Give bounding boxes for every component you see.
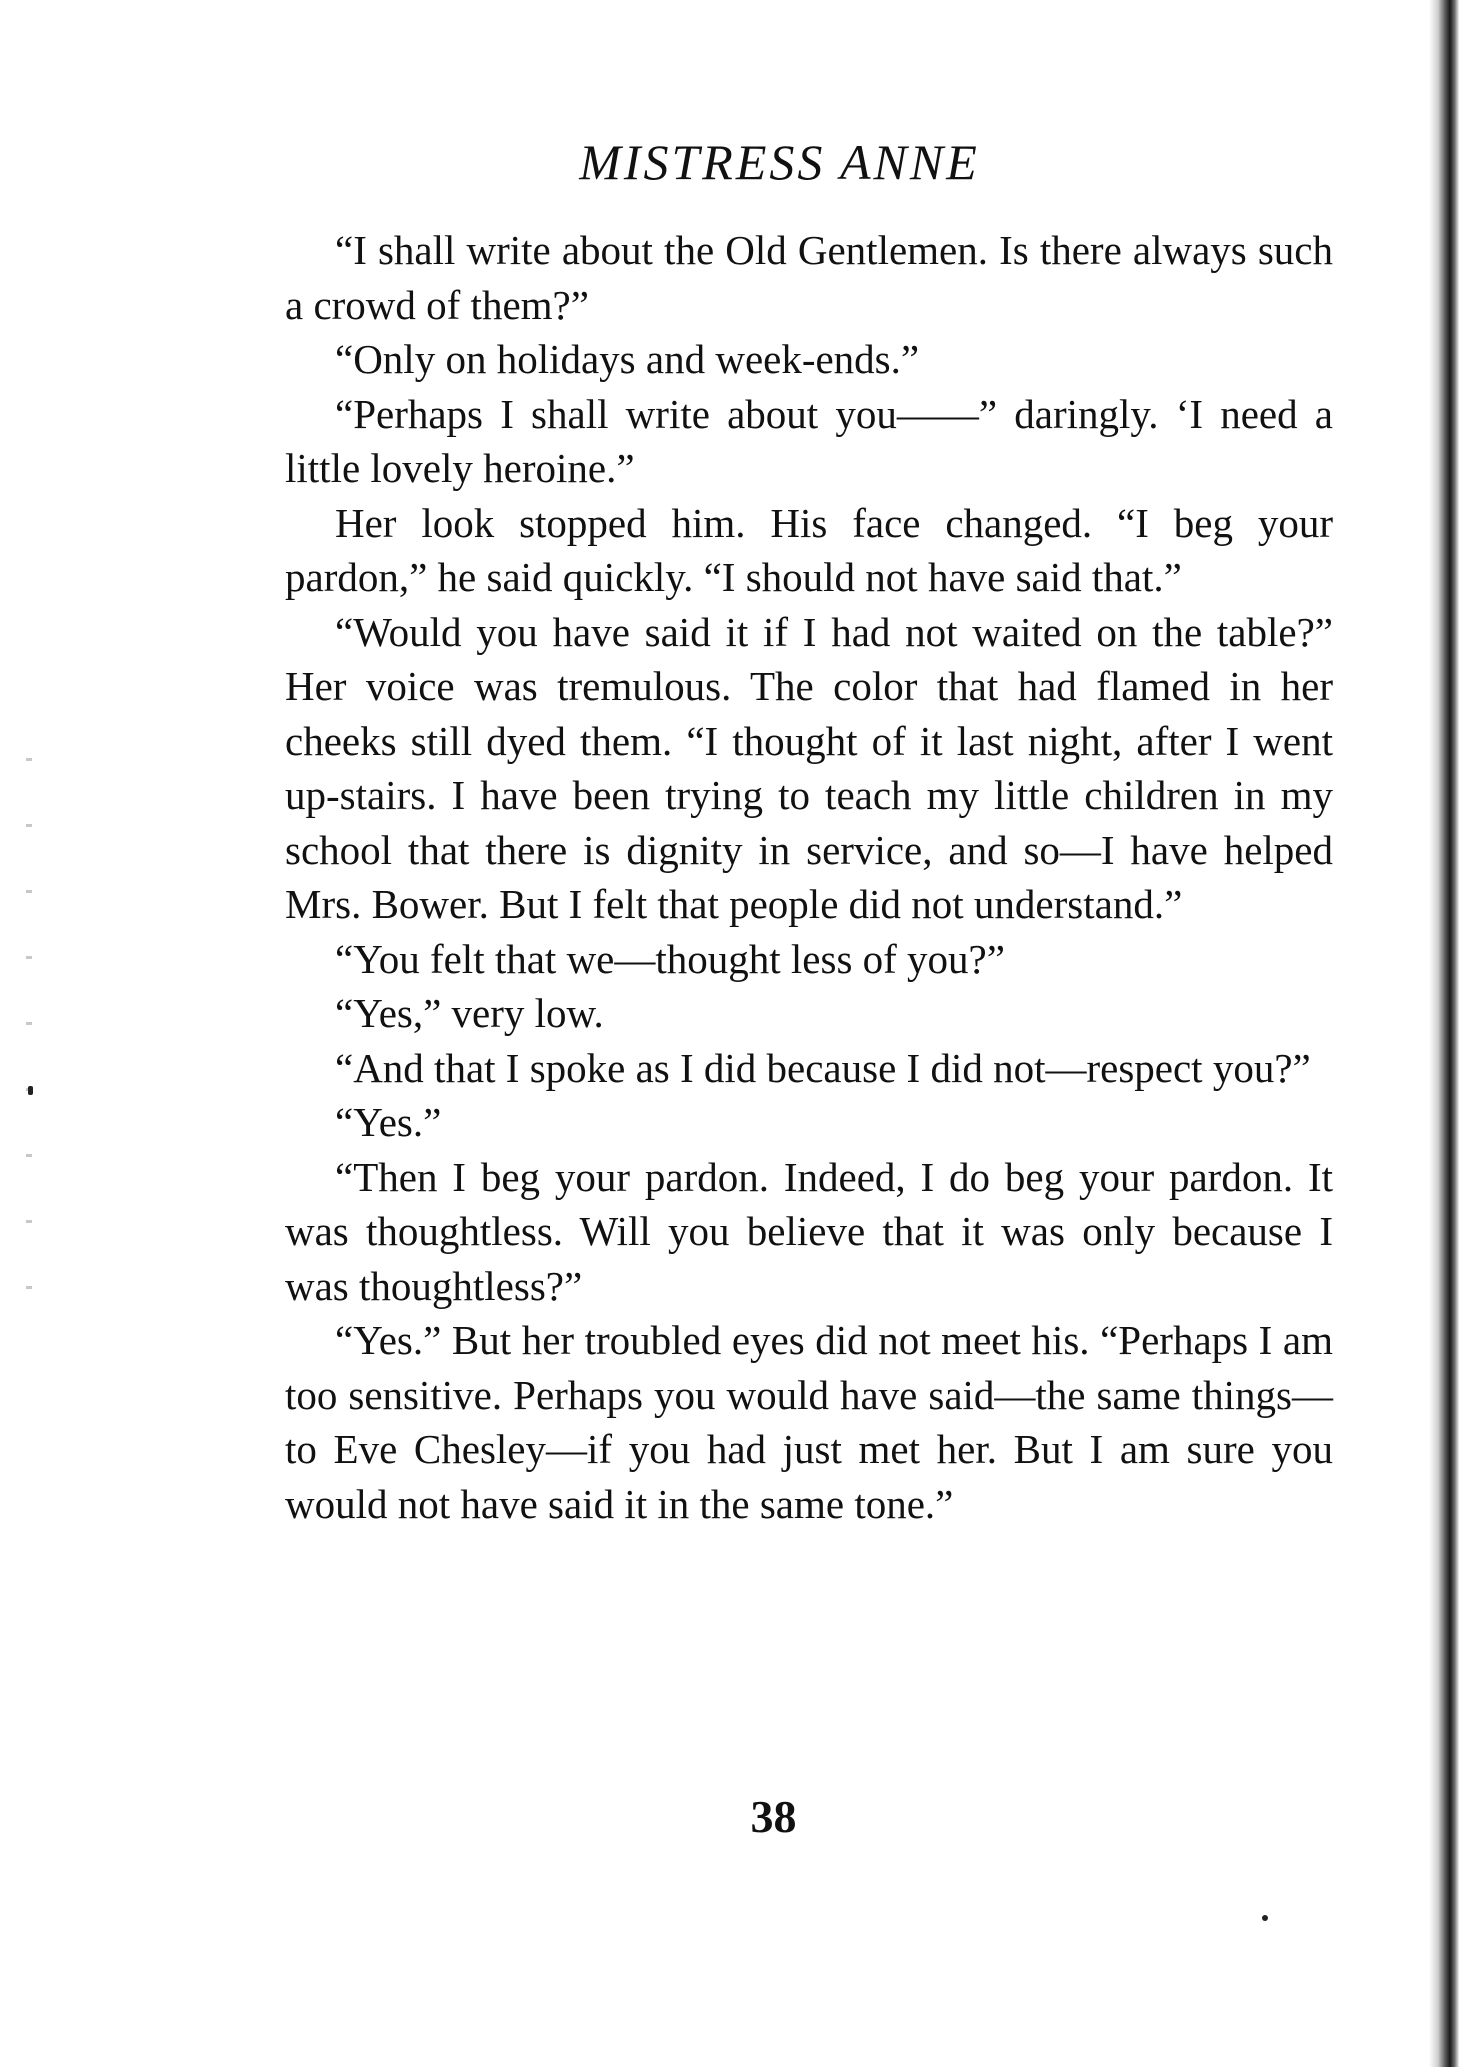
body-text	[285, 223, 1333, 1531]
paragraph: “Yes,” very low.	[335, 990, 604, 1036]
paragraph: “Only on holidays and week-ends.”	[335, 336, 920, 382]
page-spine-edge	[1429, 0, 1459, 2067]
paragraph: Her look stopped him. His face changed. “I beg your pardon,” he said quickly. “I should not have said that.”	[285, 499, 1333, 600]
paragraph: “Yes.”	[335, 1099, 442, 1145]
paragraph: “Would you have said it if I had not waited on the table?” Her voice was tremulous. The color that had flamed in her cheeks still dyed them. “I thought of it last night, after I went up-stairs. I have been trying to teach my little children in my school that there is dignity in service, and so—I have helped Mrs. Bower. But I felt that people did not understand.”	[285, 608, 1333, 927]
paragraph: “And that I spoke as I did because I did not—respect you?”	[335, 1044, 1311, 1091]
paragraph: “Perhaps I shall write about you——” daringly. ‘I need a little lovely heroine.”	[285, 390, 1333, 491]
running-head: MISTRESS ANNE	[579, 134, 980, 190]
paragraph: “I shall write about the Old Gentlemen. Is there always such a crowd of them?”	[285, 227, 1333, 328]
print-speck	[1262, 1915, 1268, 1921]
print-speck	[28, 1086, 33, 1095]
gutter-specks	[26, 720, 32, 1340]
page-number: 38	[750, 1791, 797, 1842]
paragraph: “You felt that we—thought less of you?”	[335, 935, 1005, 982]
paragraph: “Then I beg your pardon. Indeed, I do beg your pardon. It was thoughtless. Will you believe that it was only because I was thoughtless?”	[285, 1153, 1333, 1309]
paragraph: “Yes.” But her troubled eyes did not meet his. “Perhaps I am too sensitive. Perhaps you would have said—the same things—to Eve Chesley—if you had just met her. But I am sure you would not have said it in the same tone.”	[285, 1317, 1333, 1527]
